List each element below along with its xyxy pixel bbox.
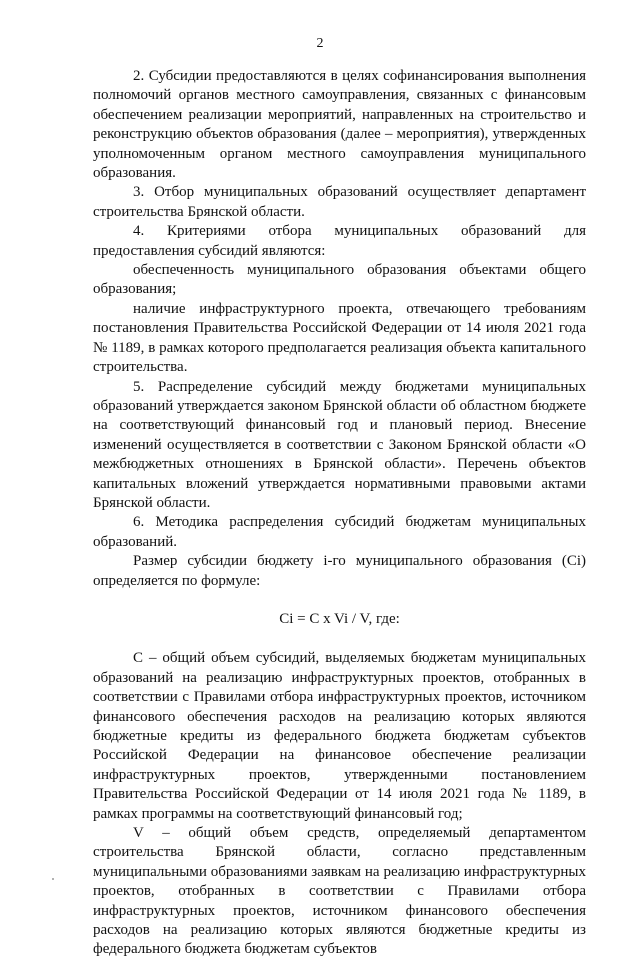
paragraph-methodology: 6. Методика распределения субсидий бюджетам муниципальных образований. [93,514,586,550]
paragraph-selection-criteria: 4. Критериями отбора муниципальных образований для предоставления субсидий являются: [93,223,586,259]
document-body [93,67,586,960]
paragraph-subsidy-purpose: 2. Субсидии предоставляются в целях софинансирования выполнения полномочий органов местного самоуправления, связанных с финансовым обеспечением реализации мероприятий, направленных на строительство и реконструкцию объектов образования (далее – мероприятия), утвержденных уполномоченным органом местного самоуправления муниципального образования. [93,68,586,182]
criterion-infrastructure-project: наличие инфраструктурного проекта, отвечающего требованиям постановления Правительства Российской Федерации от 14 июля 2021 года № 1189, в рамках которого предполагается реализация объекта капитального строительства. [93,300,586,376]
criterion-education-facilities: обеспеченность муниципального образования объектами общего образования; [93,262,586,298]
definition-c: C – общий объем субсидий, выделяемых бюджетам муниципальных образований на реализацию инфраструктурных проектов, отобранных в соответствии с Правилами отбора инфраструктурных проектов, источником финансового обеспечения расходов на реализацию которых являются бюджетные кредиты из федерального бюджета бюджетам субъектов Российской Федерации на финансовое обеспечение реализации инфраструктурных проектов, утвержденными постановлением Правительства Российской Федерации от 14 июля 2021 года № 1189, в рамках программы на соответствующий финансовый год; [93,650,586,822]
page-number: 2 [316,36,324,51]
paragraph-formula-intro: Размер субсидии бюджету i-го муниципального образования (Ci) определяется по формуле: [93,553,586,589]
subsidy-formula: Ci = C x Vi / V, где: [279,610,400,627]
paragraph-selection-authority: 3. Отбор муниципальных образований осуществляет департамент строительства Брянской области. [93,184,586,220]
scan-speck [52,878,54,880]
paragraph-subsidy-distribution: 5. Распределение субсидий между бюджетами муниципальных образований утверждается законом Брянской области об областном бюджете на соответствующий финансовый год и плановый период. Внесение изменений осуществляется в соответствии с Законом Брянской области «О межбюджетных отношениях в Брянской области». Перечень объектов капитальных вложений утверждается нормативными правовыми актами Брянской области. [93,378,586,511]
definition-v: V – общий объем средств, определяемый департаментом строительства Брянской области, согласно представленным муниципальными образованиями заявкам на реализацию инфраструктурных проектов, отобранных в соответствии с Правилами отбора инфраструктурных проектов, источником финансового обеспечения расходов на реализацию которых являются бюджетные кредиты из федерального бюджета бюджетам субъектов [93,825,586,958]
